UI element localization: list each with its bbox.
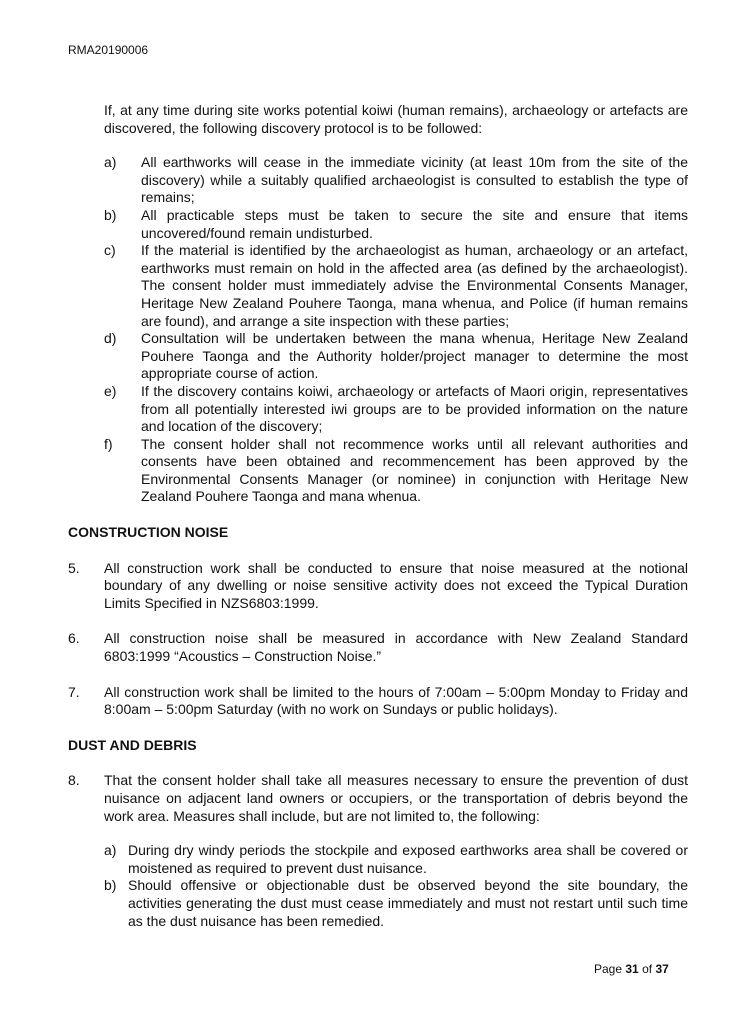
list-item-text: If the discovery contains koiwi, archaeology or artefacts of Maori origin, representatives from all potentially interested iwi groups are to be provided information on the nature and location of the discovery; <box>141 382 688 435</box>
list-item-label: a) <box>104 842 117 859</box>
current-page: 31 <box>625 962 639 976</box>
list-item-label: c) <box>104 242 116 259</box>
list-item-text: The consent holder shall not recommence works until all relevant authorities and consents have been obtained and recommencement has been approved by the Environmental Consents Manager (or nominee) in conjunction with Heritage New Zealand Pouhere Taonga and mana whenua. <box>141 435 688 505</box>
page-number <box>594 962 669 976</box>
condition-number: 5. <box>68 559 80 576</box>
list-item-text: Consultation will be undertaken between the mana whenua, Heritage New Zealand Pouhere Taonga and the Authority holder/project manager to determine the most appropriate course of action. <box>141 330 688 382</box>
condition-text: That the consent holder shall take all measures necessary to ensure the prevention of dust nuisance on adjacent land owners or occupiers, or the transportation of debris beyond the work area. Measures shall include, but are not limited to, the following: <box>104 772 688 824</box>
condition-number: 6. <box>68 630 80 647</box>
condition-number: 8. <box>68 772 80 789</box>
condition-text: All construction work shall be limited to the hours of 7:00am – 5:00pm Monday to Friday and 8:00am – 5:00pm Saturday (with no work on Sundays or public holidays). <box>104 683 688 718</box>
list-item-text: If the material is identified by the archaeologist as human, archaeology or an artefact, earthworks must remain on hold in the affected area (as defined by the archaeologist). The consent holder must immediately advise the Environmental Consents Manager, Heritage New Zealand Pouhere Taonga, mana whenua, and Police (if human remains are found), and arrange a site inspection with these parties; <box>141 242 688 329</box>
list-item-label: e) <box>104 382 117 399</box>
of-word: of <box>642 962 653 976</box>
condition-text: All construction work shall be conducted to ensure that noise measured at the notional boundary of any dwelling or noise sensitive activity does not exceed the Typical Duration Limits Specified in NZS6803:1999. <box>104 559 688 611</box>
document-reference: RMA20190006 <box>68 43 149 57</box>
construction-noise-heading: CONSTRUCTION NOISE <box>68 524 229 541</box>
list-item <box>104 207 688 242</box>
dust-measures-list <box>104 842 688 930</box>
list-item-text: Should offensive or objectionable dust be observed beyond the site boundary, the activities generating the dust must cease immediately and must not restart until such time as the dust nuisance has been remedied. <box>128 877 688 929</box>
condition-item <box>68 772 688 825</box>
condition-item <box>68 684 688 719</box>
list-item <box>104 383 688 436</box>
list-item-label: f) <box>104 435 113 452</box>
condition-item <box>68 560 688 613</box>
list-item-text: All practicable steps must be taken to secure the site and ensure that items uncovered/found remain undisturbed. <box>141 206 688 241</box>
list-item <box>104 330 688 383</box>
list-item <box>104 877 688 930</box>
list-item <box>104 436 688 506</box>
list-item <box>104 242 688 330</box>
list-item-label: a) <box>104 154 117 171</box>
list-item-label: d) <box>104 330 117 347</box>
discovery-protocol-list <box>104 154 688 506</box>
list-item-text: All earthworks will cease in the immediate vicinity (at least 10m from the site of the discovery) while a suitably qualified archaeologist is consulted to establish the type of remains; <box>141 154 688 206</box>
dust-and-debris-heading: DUST AND DEBRIS <box>68 736 197 753</box>
list-item-label: b) <box>104 877 117 894</box>
condition-item <box>68 630 688 665</box>
total-pages: 37 <box>655 962 669 976</box>
list-item-text: During dry windy periods the stockpile and exposed earthworks area shall be covered or moistened as required to prevent dust nuisance. <box>128 842 688 876</box>
page-body <box>68 102 688 930</box>
list-item-label: b) <box>104 206 117 223</box>
condition-number: 7. <box>68 683 80 700</box>
page-word: Page <box>594 962 623 976</box>
condition-text: All construction noise shall be measured in accordance with New Zealand Standard 6803:1999 “Acoustics – Construction Noise.” <box>104 630 688 665</box>
intro-paragraph: If, at any time during site works potential koiwi (human remains), archaeology or artefacts are discovered, the following discovery protocol is to be followed: <box>104 102 688 136</box>
list-item <box>104 154 688 207</box>
list-item <box>104 842 688 877</box>
